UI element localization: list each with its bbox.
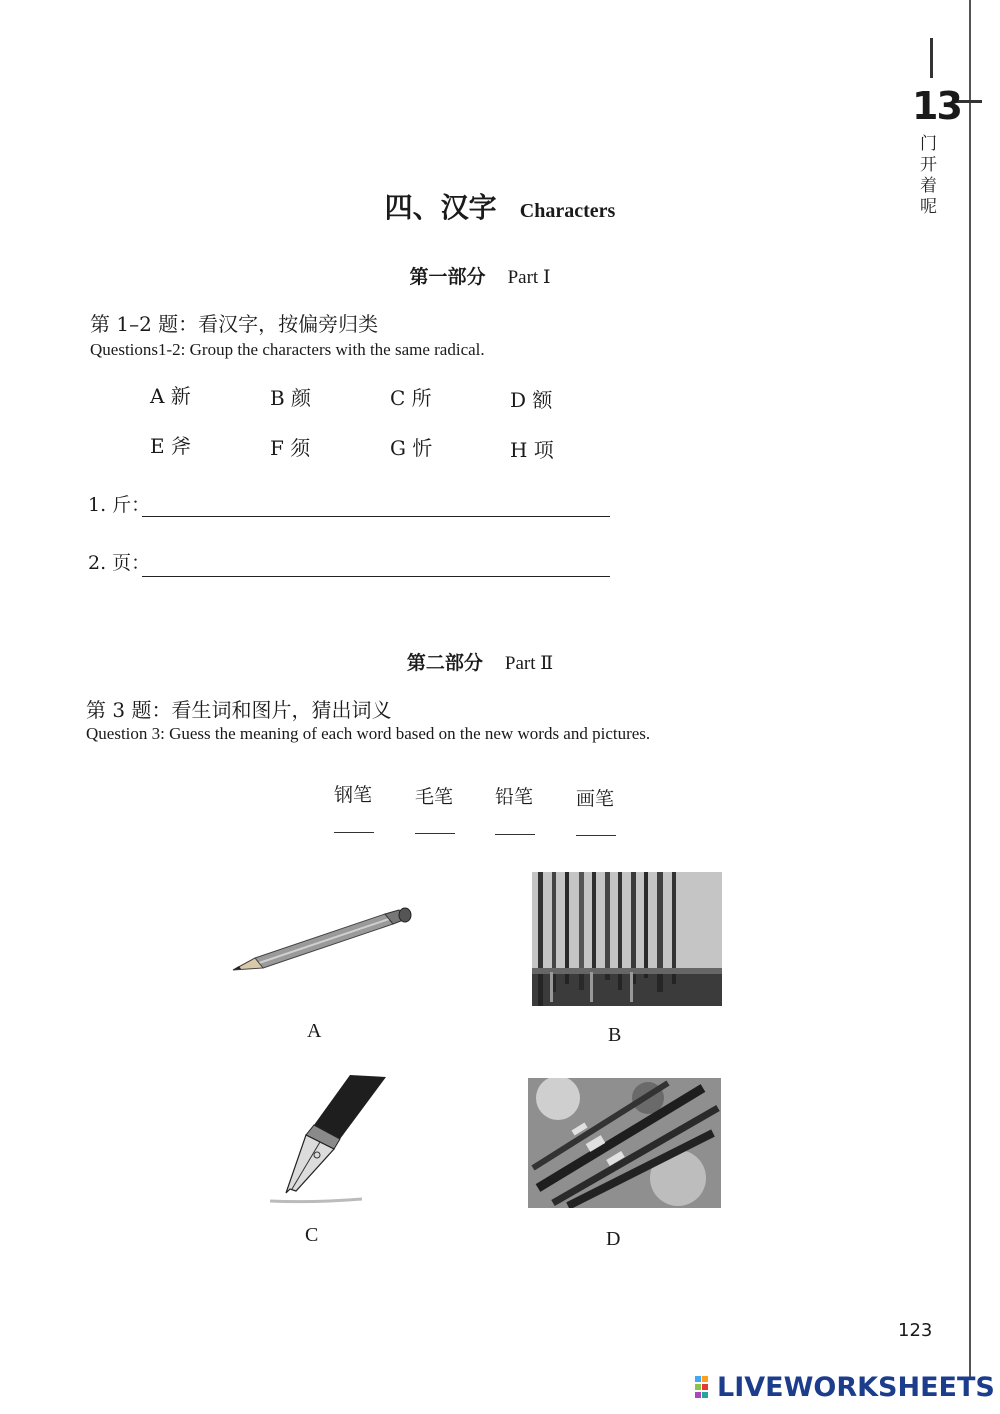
brand[interactable] <box>695 1372 995 1403</box>
part2-heading <box>0 648 960 675</box>
word-3-answer-blank[interactable] <box>495 834 535 835</box>
brand-name: LIVEWORKSHEETS <box>717 1372 995 1403</box>
pencil-icon <box>225 900 415 980</box>
word-2: 毛笔 <box>415 786 454 808</box>
section-title-en: Characters <box>519 200 616 222</box>
option-c: C 所 <box>390 386 432 410</box>
part1-heading <box>0 262 960 289</box>
chapter-tab-line-top <box>930 38 933 78</box>
liveworksheets-logo-icon <box>695 1376 715 1400</box>
word-2-answer-blank[interactable] <box>415 833 455 834</box>
option-g: G 忻 <box>390 436 433 460</box>
part1-heading-en: Part Ⅰ <box>507 267 551 288</box>
word-3: 铅笔 <box>495 786 534 808</box>
chapter-title: 门开着呢 <box>920 134 937 217</box>
word-4-answer-blank[interactable] <box>576 835 616 836</box>
option-e: E 斧 <box>150 434 191 458</box>
part2-heading-en: Part Ⅱ <box>504 653 554 674</box>
word-1: 钢笔 <box>334 784 373 806</box>
option-d: D 额 <box>510 388 553 412</box>
option-h: H 项 <box>510 438 554 462</box>
chapter-number: 13 <box>912 84 961 128</box>
brushes-in-holder-icon <box>532 872 722 1006</box>
blank-2-label: 2. 页： <box>88 552 151 574</box>
fountain-pen-icon <box>262 1075 392 1207</box>
page-number: 123 <box>898 1320 933 1341</box>
blank-2-answer-line[interactable] <box>142 576 610 577</box>
word-4: 画笔 <box>576 788 615 810</box>
paint-brushes-icon <box>528 1078 721 1208</box>
part1-instruction-en: Questions1-2: Group the characters with the same radical. <box>90 340 485 359</box>
picture-d-label: D <box>606 1228 621 1250</box>
part1-heading-zh: 第一部分 <box>409 266 486 288</box>
word-1-answer-blank[interactable] <box>334 832 374 833</box>
section-title-zh: 四、汉字 <box>384 191 497 224</box>
blank-1-label: 1. 斤： <box>88 494 151 516</box>
section-title <box>0 186 1000 226</box>
blank-1-answer-line[interactable] <box>142 516 610 517</box>
part2-heading-zh: 第二部分 <box>406 652 483 674</box>
picture-a-label: A <box>307 1020 322 1042</box>
part2-instruction-zh: 第 3 题：看生词和图片，猜出词义 <box>86 698 392 722</box>
option-a: A 新 <box>150 384 191 408</box>
option-b: B 颜 <box>270 386 312 410</box>
picture-b-label: B <box>608 1024 622 1046</box>
picture-c-label: C <box>305 1224 319 1246</box>
part1-instruction-zh: 第 1–2 题：看汉字，按偏旁归类 <box>90 312 379 336</box>
part2-instruction-en: Question 3: Guess the meaning of each word based on the new words and pictures. <box>86 724 651 743</box>
option-f: F 须 <box>270 436 311 460</box>
